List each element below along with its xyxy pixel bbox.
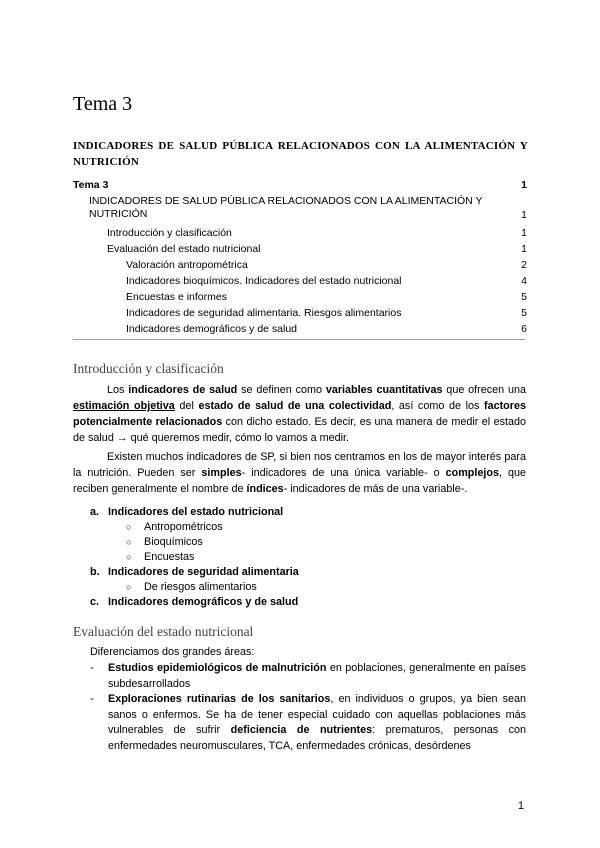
- toc-entry-label: INDICADORES DE SALUD PÚBLICA RELACIONADOS CON LA ALIMENTACIÓN Y NUTRICIÓN: [89, 195, 483, 220]
- page-title: Tema 3: [73, 93, 133, 115]
- toc-entry[interactable]: [73, 305, 529, 321]
- toc-entry-label: Valoración antropométrica: [126, 259, 248, 271]
- toc-entry-page: 1: [521, 227, 527, 239]
- circle-bullet-icon: ○: [126, 552, 132, 562]
- paragraph-definition: Los indicadores de salud se definen como variables cuantitativas que ofrecen una estimación objetiva del estado de salud de una colectividad, así como de los factores potencialmente relacionados con dicho estado. Es decir, es una manera de medir el estado de salud → qué queremos medir, cómo lo vamos a medir.: [73, 384, 526, 444]
- outline-item-c: c. Indicadores demográficos y de salud: [90, 596, 299, 608]
- toc-entry[interactable]: [73, 225, 529, 241]
- toc-entry[interactable]: [73, 289, 529, 305]
- section-title-introduccion: Introducción y clasificación: [73, 361, 224, 376]
- circle-bullet-icon: ○: [126, 537, 132, 547]
- toc-entry-label: Encuestas e informes: [126, 291, 227, 303]
- list-item-routine-exams: - Exploraciones rutinarias de los sanitarios, en individuos o grupos, ya bien sean sanos o enfermos. Se ha de tener especial cuidado con aquellas poblaciones más vulnerables de sufrir deficiencia de nutrientes: prematuros, personas con enfermedades neuromusculares, TCA, enfermedades crónicas, desórdenes: [90, 693, 526, 752]
- outline-subitem: ○ Bioquímicos: [126, 536, 203, 548]
- document-heading: INDICADORES DE SALUD PÚBLICA RELACIONADOS CON LA ALIMENTACIÓN Y NUTRICIÓN: [73, 140, 528, 168]
- indicator-outline: [90, 505, 299, 610]
- toc-entry[interactable]: [73, 241, 529, 257]
- toc-entry-page: 1: [521, 179, 527, 191]
- toc-entry-label: Evaluación del estado nutricional: [107, 243, 261, 255]
- toc-entry-label: Introducción y clasificación: [107, 227, 232, 239]
- toc-entry-label: Indicadores demográficos y de salud: [126, 323, 298, 335]
- outline-subitem: ○ Antropométricos: [126, 521, 223, 533]
- table-of-contents: [73, 177, 529, 337]
- toc-entry-page: 4: [521, 275, 527, 287]
- divider: [73, 339, 525, 340]
- list-item-epidemiological: - Estudios epidemiológicos de malnutrición en poblaciones, generalmente en países subdesarrollados: [90, 662, 526, 690]
- toc-entry[interactable]: [73, 273, 529, 289]
- toc-entry-page: 1: [521, 243, 527, 255]
- toc-entry-page: 6: [521, 323, 527, 335]
- section-title-evaluacion: Evaluación del estado nutricional: [73, 624, 254, 639]
- toc-entry[interactable]: [73, 321, 529, 337]
- toc-entry-page: 5: [521, 307, 527, 319]
- toc-entry[interactable]: [73, 177, 529, 193]
- toc-entry-label: Indicadores de seguridad alimentaria. Riesgos alimentarios: [126, 307, 402, 319]
- page-number: 1: [518, 800, 525, 812]
- toc-entry[interactable]: [73, 257, 529, 273]
- toc-entry-label: Tema 3: [73, 179, 109, 191]
- circle-bullet-icon: ○: [126, 582, 132, 592]
- toc-entry-page: 1: [521, 209, 527, 221]
- outline-subitem: ○ Encuestas: [126, 551, 195, 563]
- outline-item-b: b. Indicadores de seguridad alimentaria: [90, 566, 299, 578]
- outline-item-a: a. Indicadores del estado nutricional: [90, 506, 284, 518]
- circle-bullet-icon: ○: [126, 522, 132, 532]
- outline-subitem: ○ De riesgos alimentarios: [126, 581, 257, 593]
- toc-entry[interactable]: [73, 193, 529, 225]
- toc-entry-page: 2: [521, 259, 527, 271]
- toc-entry-page: 5: [521, 291, 527, 303]
- areas-intro: Diferenciamos dos grandes áreas:: [90, 646, 255, 658]
- paragraph-types: Existen muchos indicadores de SP, si bien nos centramos en los de mayor interés para la nutrición. Pueden ser simples- indicadores de una única variable- o complejos, que reciben generalmente el nombre de índices- indicadores de más de una variable-.: [73, 451, 527, 495]
- toc-entry-label: Indicadores bioquímicos. Indicadores del estado nutricional: [126, 275, 402, 287]
